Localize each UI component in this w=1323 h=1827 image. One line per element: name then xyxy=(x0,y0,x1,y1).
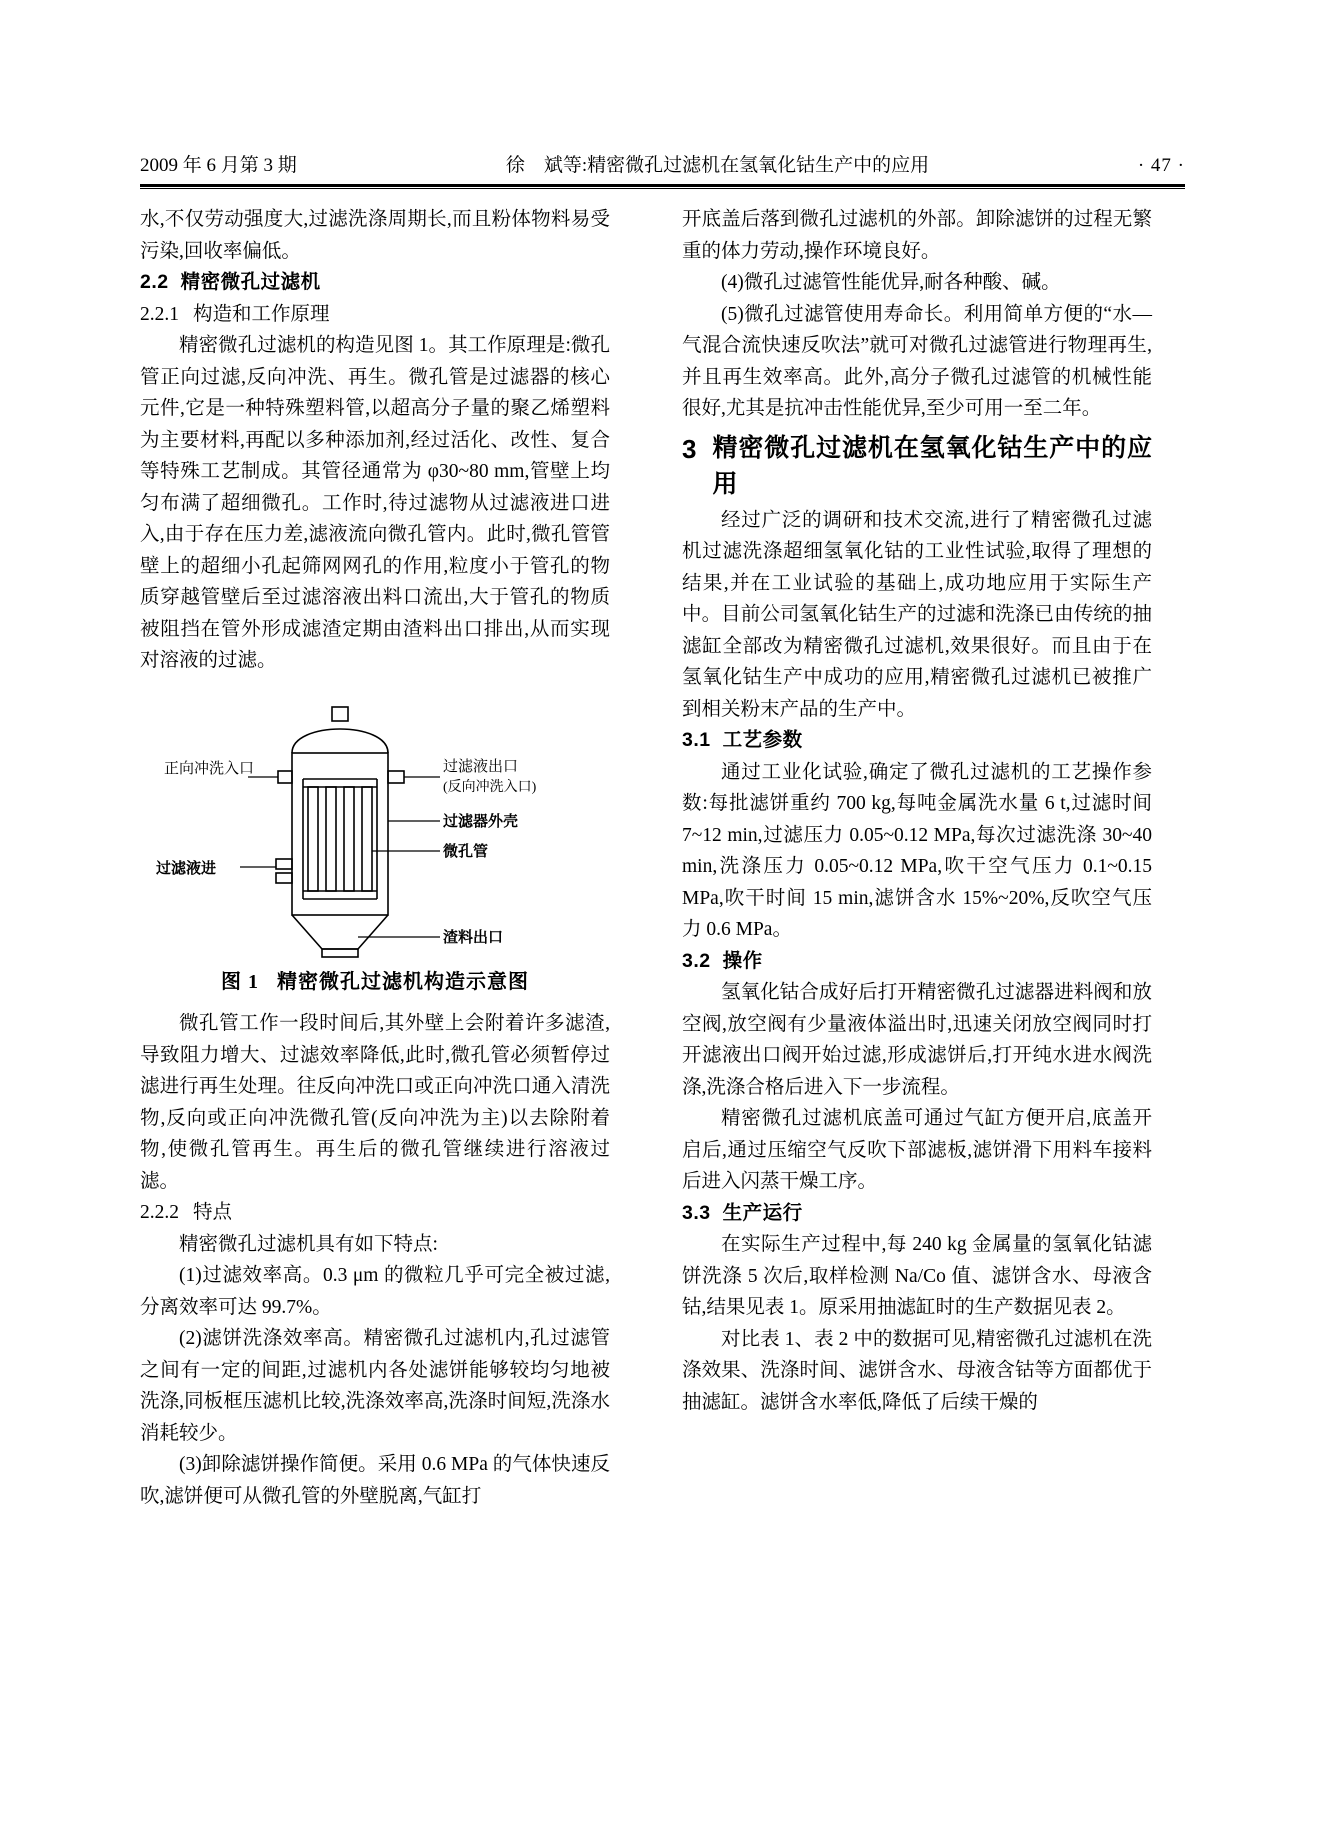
heading-2.2.1-title: 构造和工作原理 xyxy=(193,303,330,325)
heading-3.3-number: 3.3 xyxy=(682,1201,711,1224)
heading-section-3-number: 3 xyxy=(682,433,697,464)
heading-3.1-title: 工艺参数 xyxy=(722,729,803,751)
paragraph-feature-1: (1)过滤效率高。0.3 μm 的微粒几乎可完全被过滤,分离效率可达 99.7%。 xyxy=(140,1265,610,1318)
figure-1-caption xyxy=(140,967,610,999)
paragraph-process-parameters: 通过工业化试验,确定了微孔过滤机的工艺操作参数:每批滤饼重约 700 kg,每吨金属洗水量 6 t,过滤时间 7~12 min,过滤压力 0.05~0.12 MPa,每次过滤洗涤 30~40 min,洗涤压力 0.05~0.12 MPa,吹干空气压力 0.1~0.15 MPa,吹干时间 15 min,滤饼含水 15%~20%,反吹空气压力 0.6 MPa。 xyxy=(682,761,1152,940)
paragraph-operation-1: 氢氧化钴合成好后打开精密微孔过滤器进料阀和放空阀,放空阀有少量液体溢出时,迅速关闭放空阀同时打开滤液出口阀开始过滤,形成滤饼后,打开纯水进水阀洗涤,洗涤合格后进入下一步流程。 xyxy=(682,982,1152,1098)
paragraph-features-intro: 精密微孔过滤机具有如下特点: xyxy=(179,1233,438,1255)
header-running-title: 徐 斌等:精密微孔过滤机在氢氧化钴生产中的应用 xyxy=(505,155,930,176)
paragraph-production-1: 在实际生产过程中,每 240 kg 金属量的氢氧化钴滤饼洗涤 5 次后,取样检测 Na/Co 值、滤饼含水、母液含钴,结果见表 1。原采用抽滤缸时的生产数据见表 2。 xyxy=(682,1234,1152,1318)
heading-2.2.2-title: 特点 xyxy=(193,1202,233,1223)
figure-1-title: 精密微孔过滤机构造示意图 xyxy=(277,970,529,993)
page-header xyxy=(140,150,1185,184)
heading-2.2.1-number: 2.2.1 xyxy=(140,303,179,325)
paragraph-operation-2: 精密微孔过滤机底盖可通过气缸方便开启,底盖开启后,通过压缩空气反吹下部滤板,滤饼滑下用料车接料后进入闪蒸干燥工序。 xyxy=(682,1108,1152,1192)
heading-2.2 xyxy=(140,267,610,299)
paragraph-application: 经过广泛的调研和技术交流,进行了精密微孔过滤机过滤洗涤超细氢氧化钴的工业性试验,取得了理想的结果,并在工业试验的基础上,成功地应用于实际生产中。目前公司氢氧化钴生产的过滤和洗涤已由传统的抽滤缸全部改为精密微孔过滤机,效果很好。而且由于在氢氧化钴生产中成功的应用,精密微孔过滤机已被推广到相关粉末产品的生产中。 xyxy=(682,509,1152,720)
figure-1-diagram xyxy=(140,691,610,959)
paragraph-regeneration: 微孔管工作一段时间后,其外壁上会附着许多滤渣,导致阻力增大、过滤效率降低,此时,微孔管必须暂停过滤进行再生处理。往反向冲洗口或正向冲洗口通入清洗物,反向或正向冲洗微孔管(反向冲洗为主)以去除附着物,使微孔管再生。再生后的微孔管继续进行溶液过滤。 xyxy=(140,1013,610,1192)
heading-2.2.2 xyxy=(140,1197,610,1229)
heading-3.1 xyxy=(682,725,1152,757)
figure-label-filtrate-outlet: 过滤液出口 xyxy=(443,758,519,775)
paragraph-feature-5: (5)微孔过滤管使用寿命长。利用简单方便的“水—气混合流快速反吹法”就可对微孔过滤管进行物理再生,并且再生效率高。此外,高分子微孔过滤管的机械性能很好,尤其是抗冲击性能优异,至少可用一至二年。 xyxy=(682,303,1152,419)
heading-section-3 xyxy=(682,431,1152,503)
heading-3.3-title: 生产运行 xyxy=(722,1201,803,1224)
header-issue: 2009 年 6 月第 3 期 xyxy=(140,155,297,176)
figure-label-reverse-wash-inlet: (反向冲洗入口) xyxy=(443,779,537,795)
heading-3.2-title: 操作 xyxy=(722,949,763,972)
paragraph-continued: 水,不仅劳动强度大,过滤洗涤周期长,而且粉体物料易受污染,回收率偏低。 xyxy=(140,209,610,262)
figure-label-residue-outlet: 渣料出口 xyxy=(443,929,504,946)
header-rule xyxy=(140,184,1185,189)
figure-1-number: 图 1 xyxy=(221,970,259,993)
figure-label-filtrate-inlet: 过滤液进 xyxy=(156,860,217,877)
paragraph-principle: 精密微孔过滤机的构造见图 1。其工作原理是:微孔管正向过滤,反向冲洗、再生。微孔管是过滤器的核心元件,它是一种特殊塑料管,以超高分子量的聚乙烯塑料为主要材料,再配以多种添加剂,经过活化、改性、复合等特殊工艺制成。其管径通常为 φ30~80 mm,管壁上均匀布满了超细微孔。工作时,待过滤物从过滤液进口进入,由于存在压力差,滤液流向微孔管内。此时,微孔管管壁上的超细小孔起筛网网孔的作用,粒度小于管孔的物质穿越管壁后至过滤溶液出料口流出,大于管孔的物质被阻挡在管外形成滤渣定期由渣料出口排出,从而实现对溶液的过滤。 xyxy=(140,335,610,671)
paragraph-production-2: 对比表 1、表 2 中的数据可见,精密微孔过滤机在洗涤效果、洗涤时间、滤饼含水、母液含钴等方面都优于抽滤缸。滤饼含水率低,降低了后续干燥的 xyxy=(682,1328,1152,1413)
paragraph-feature-2: (2)滤饼洗涤效率高。精密微孔过滤机内,孔过滤管之间有一定的间距,过滤机内各处滤饼能够较均匀地被洗涤,同板框压滤机比较,洗涤效率高,洗涤时间短,洗涤水消耗较少。 xyxy=(140,1328,610,1444)
figure-label-micro-tube: 微孔管 xyxy=(443,843,489,860)
heading-2.2-number: 2.2 xyxy=(140,271,169,293)
figure-label-shell: 过滤器外壳 xyxy=(443,813,519,830)
header-page-number: · 47 · xyxy=(1137,155,1185,176)
right-column xyxy=(682,204,1152,1418)
heading-section-3-title: 精密微孔过滤机在氢氧化钴生产中的应用 xyxy=(712,434,1152,498)
left-column xyxy=(140,204,610,1512)
figure-label-forward-wash-inlet: 正向冲洗入口 xyxy=(164,760,255,777)
heading-3.3 xyxy=(682,1198,1152,1230)
paragraph-feature-3: (3)卸除滤饼操作简便。采用 0.6 MPa 的气体快速反吹,滤饼便可从微孔管的外壁脱离,气缸打 xyxy=(140,1454,610,1507)
paragraph-feature-4: (4)微孔过滤管性能优异,耐各种酸、碱。 xyxy=(721,272,1061,293)
heading-2.2.2-number: 2.2.2 xyxy=(140,1202,179,1223)
heading-2.2-title: 精密微孔过滤机 xyxy=(180,271,321,293)
paragraph-feature-3-continued: 开底盖后落到微孔过滤机的外部。卸除滤饼的过程无繁重的体力劳动,操作环境良好。 xyxy=(682,209,1152,262)
heading-3.2-number: 3.2 xyxy=(682,949,711,972)
heading-2.2.1 xyxy=(140,299,610,331)
heading-3.2 xyxy=(682,946,1152,978)
heading-3.1-number: 3.1 xyxy=(682,729,711,751)
